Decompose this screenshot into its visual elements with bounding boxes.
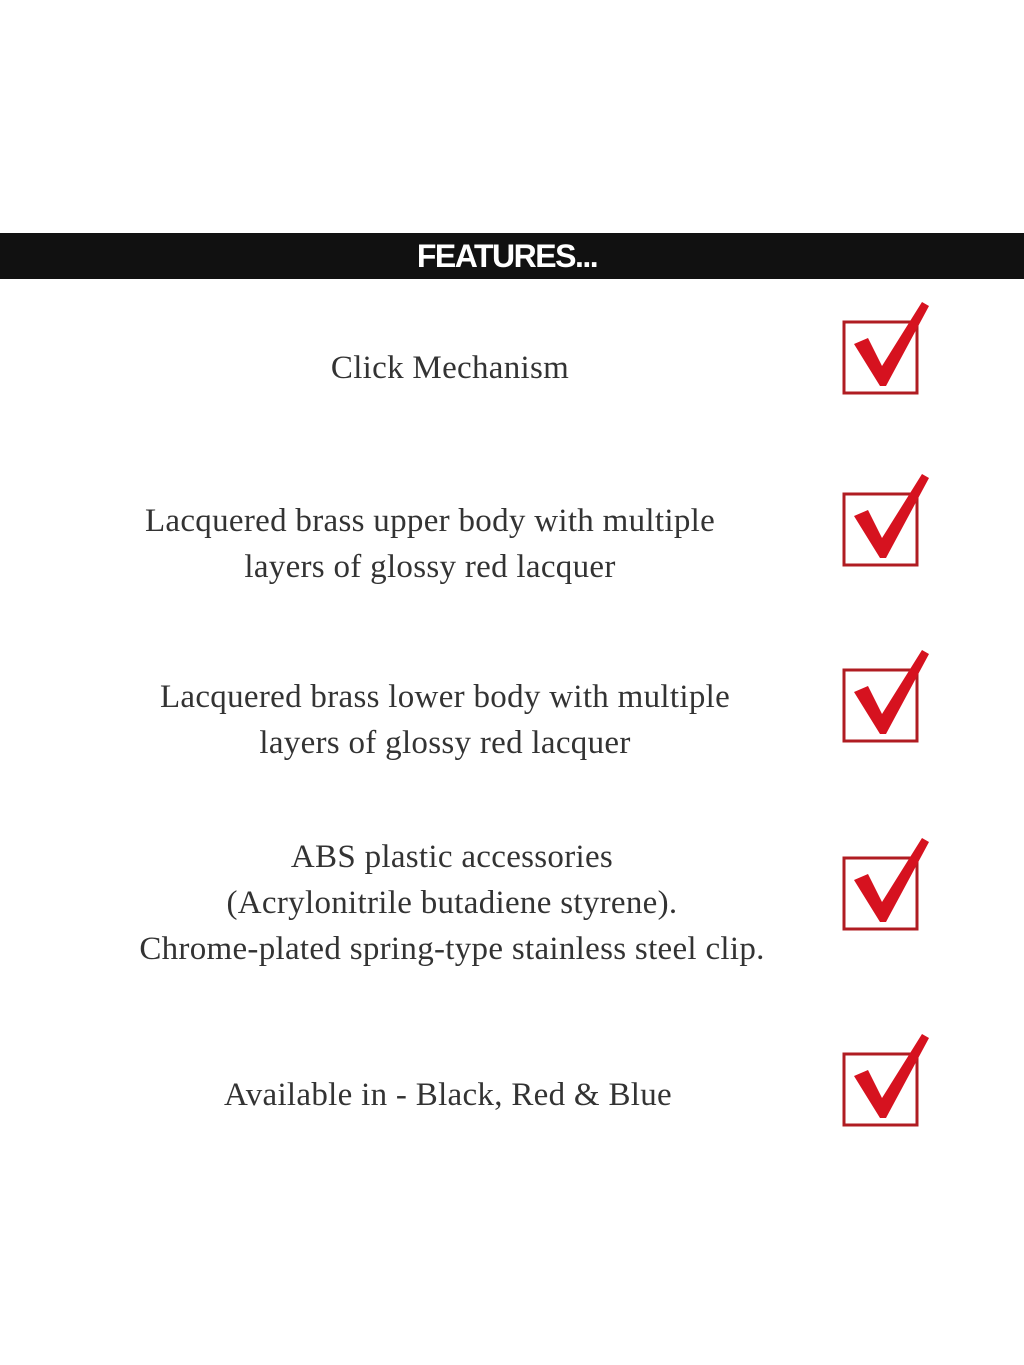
checked-box-icon: [838, 1032, 934, 1132]
checked-box-icon: [838, 472, 934, 572]
feature-item-accessories: [82, 834, 822, 972]
checked-box-icon: [838, 836, 934, 936]
feature-item-upper-body: [60, 498, 800, 590]
feature-item-click-mechanism: [80, 345, 820, 391]
checked-box-icon: [838, 648, 934, 748]
feature-line: layers of glossy red lacquer: [244, 549, 616, 585]
feature-line: (Acrylonitrile butadiene styrene).: [226, 885, 678, 921]
features-banner: [0, 233, 1024, 279]
feature-line: ABS plastic accessories: [290, 839, 614, 875]
feature-line: layers of glossy red lacquer: [259, 725, 631, 761]
feature-line: Chrome-plated spring-type stainless steel clip.: [139, 931, 765, 967]
features-title: FEATURES...: [416, 237, 598, 274]
feature-line: Lacquered brass lower body with multiple: [159, 679, 731, 715]
checked-box-icon: [838, 300, 934, 400]
feature-item-lower-body: [75, 674, 815, 766]
feature-line: Lacquered brass upper body with multiple: [144, 503, 716, 539]
feature-item-colors: [78, 1072, 818, 1118]
feature-line: Available in - Black, Red & Blue: [224, 1077, 672, 1113]
feature-line: Click Mechanism: [330, 350, 570, 386]
